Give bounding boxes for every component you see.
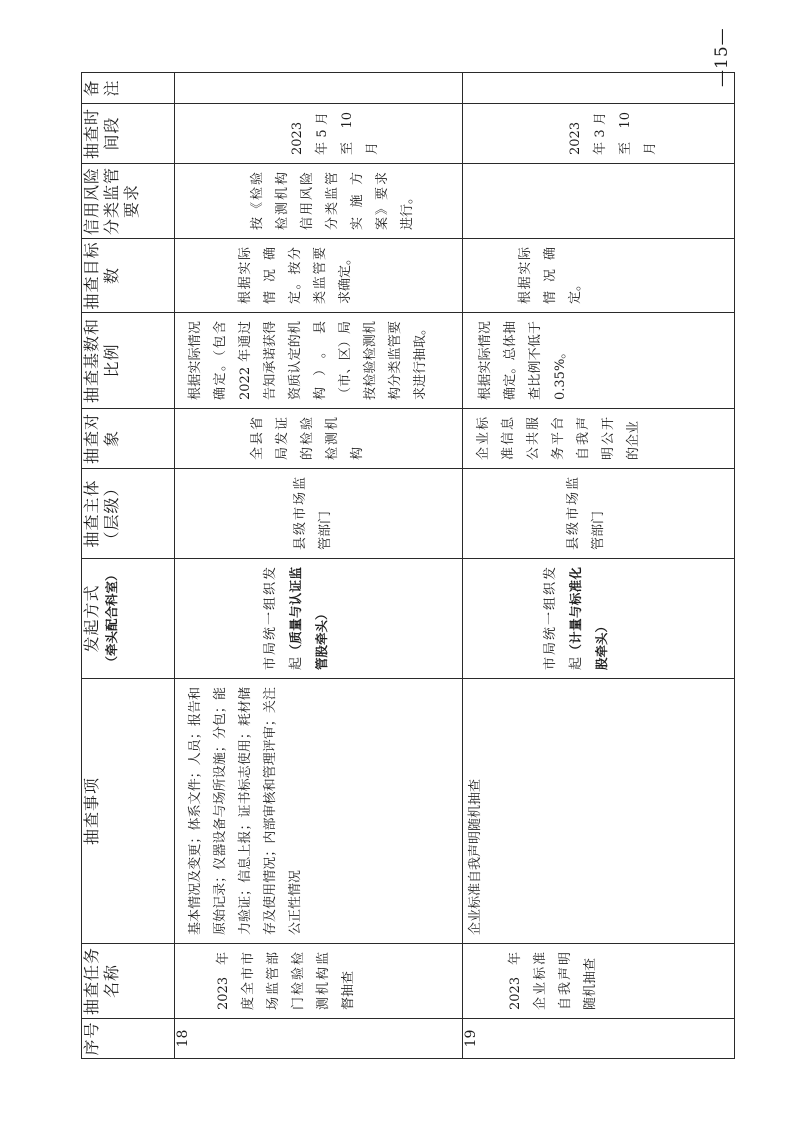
header-initiation-main: 发起方式 [82,584,101,653]
header-risk-requirement: 信用风险分类监管要求 [82,164,175,239]
header-subject: 抽查主体（层级） [82,469,175,559]
initiation-plain: 市局统一组织发起 [543,567,584,670]
row-risk-requirement [175,164,463,239]
header-period: 抽查时间段 [82,104,175,164]
row-object-text: 企业标准信息公共服务平台自我声明公开的企业 [476,417,641,460]
header-seq: 序号 [82,1019,175,1059]
row-period-text: 2023 年 5 月至 10 月 [290,112,380,155]
header-object: 抽查对象 [82,409,175,469]
row-item-text: 基本情况及变更；体系文件；人员；报告和原始记录；仪器设备与场所设施；分包；能力验证；信息上报；证书标志使用；耗材储存及使用情况；内部审核和管理评审；关注公正性情况 [188,687,303,935]
row-basis-ratio-text: 根据实际情况确定。（包含 2022 年通过告知承诺获得资质认定的机构）。县（市、区）局按检验检测机构分类监管要求进行抽取。 [188,321,428,400]
row-subject-text: 县级市场监管部门 [566,477,606,550]
table-row [175,73,463,1059]
row-initiation [175,559,463,679]
row-target-count-text: 根据实际情况确定。按分类监管要求确定。 [238,247,353,304]
row-subject [175,469,463,559]
initiation-lead: （计量与标准化股牵头） [568,567,609,670]
row-initiation-text [463,559,615,678]
row-subject [463,469,735,559]
header-remark: 备注 [82,73,175,104]
row-target-count-text: 根据实际情况确定。 [518,247,583,304]
table-row [463,73,735,1059]
row-basis-ratio [463,313,735,409]
header-initiation [82,559,175,679]
row-item [175,679,463,944]
row-object [175,409,463,469]
initiation-plain: 市局统一组织发起 [263,567,304,670]
header-task-name: 抽查任务名称 [82,944,175,1019]
row-initiation [463,559,735,679]
row-period [463,104,735,164]
row-risk-requirement-text: 按《检验检测机构信用风险分类监管实施方案》要求进行。 [250,172,415,230]
row-seq: 18 [175,1019,463,1059]
header-basis-ratio: 抽查基数和比例 [82,313,175,409]
header-initiation-sub: （牵头配合科室） [104,568,119,669]
row-period [175,104,463,164]
row-initiation-text [175,559,335,678]
header-row [82,73,175,1059]
row-target-count [463,239,735,313]
row-object-text: 全县省局发证的检验检测机构 [250,417,365,460]
row-remark [175,73,463,104]
row-basis-ratio-text: 根据实际情况确定。总体抽查比例不低于 0.35%。 [478,321,568,400]
row-task-name [463,944,735,1019]
row-period-text: 2023 年 3 月至 10 月 [568,112,658,155]
header-target-count: 抽查目标数 [82,239,175,313]
row-basis-ratio [175,313,463,409]
row-task-name-text: 2023 年度全市市场监管部门检验检测机构监督抽查 [216,952,356,1010]
row-risk-requirement [463,164,735,239]
row-item-text: 企业标准自我声明随机抽查 [468,778,483,935]
page-number: —15— [712,27,732,87]
row-object [463,409,735,469]
row-remark [463,73,735,104]
row-seq: 19 [463,1019,735,1059]
row-task-name-text: 2023 年企业标准自我声明随机抽查 [508,952,598,1010]
header-item: 抽查事项 [82,679,175,944]
initiation-lead: （质量与认证监管股牵头） [288,567,329,670]
row-subject-text: 县级市场监管部门 [293,477,333,550]
sampling-plan-table [81,72,735,1059]
row-item [463,679,735,944]
row-task-name [175,944,463,1019]
row-target-count [175,239,463,313]
